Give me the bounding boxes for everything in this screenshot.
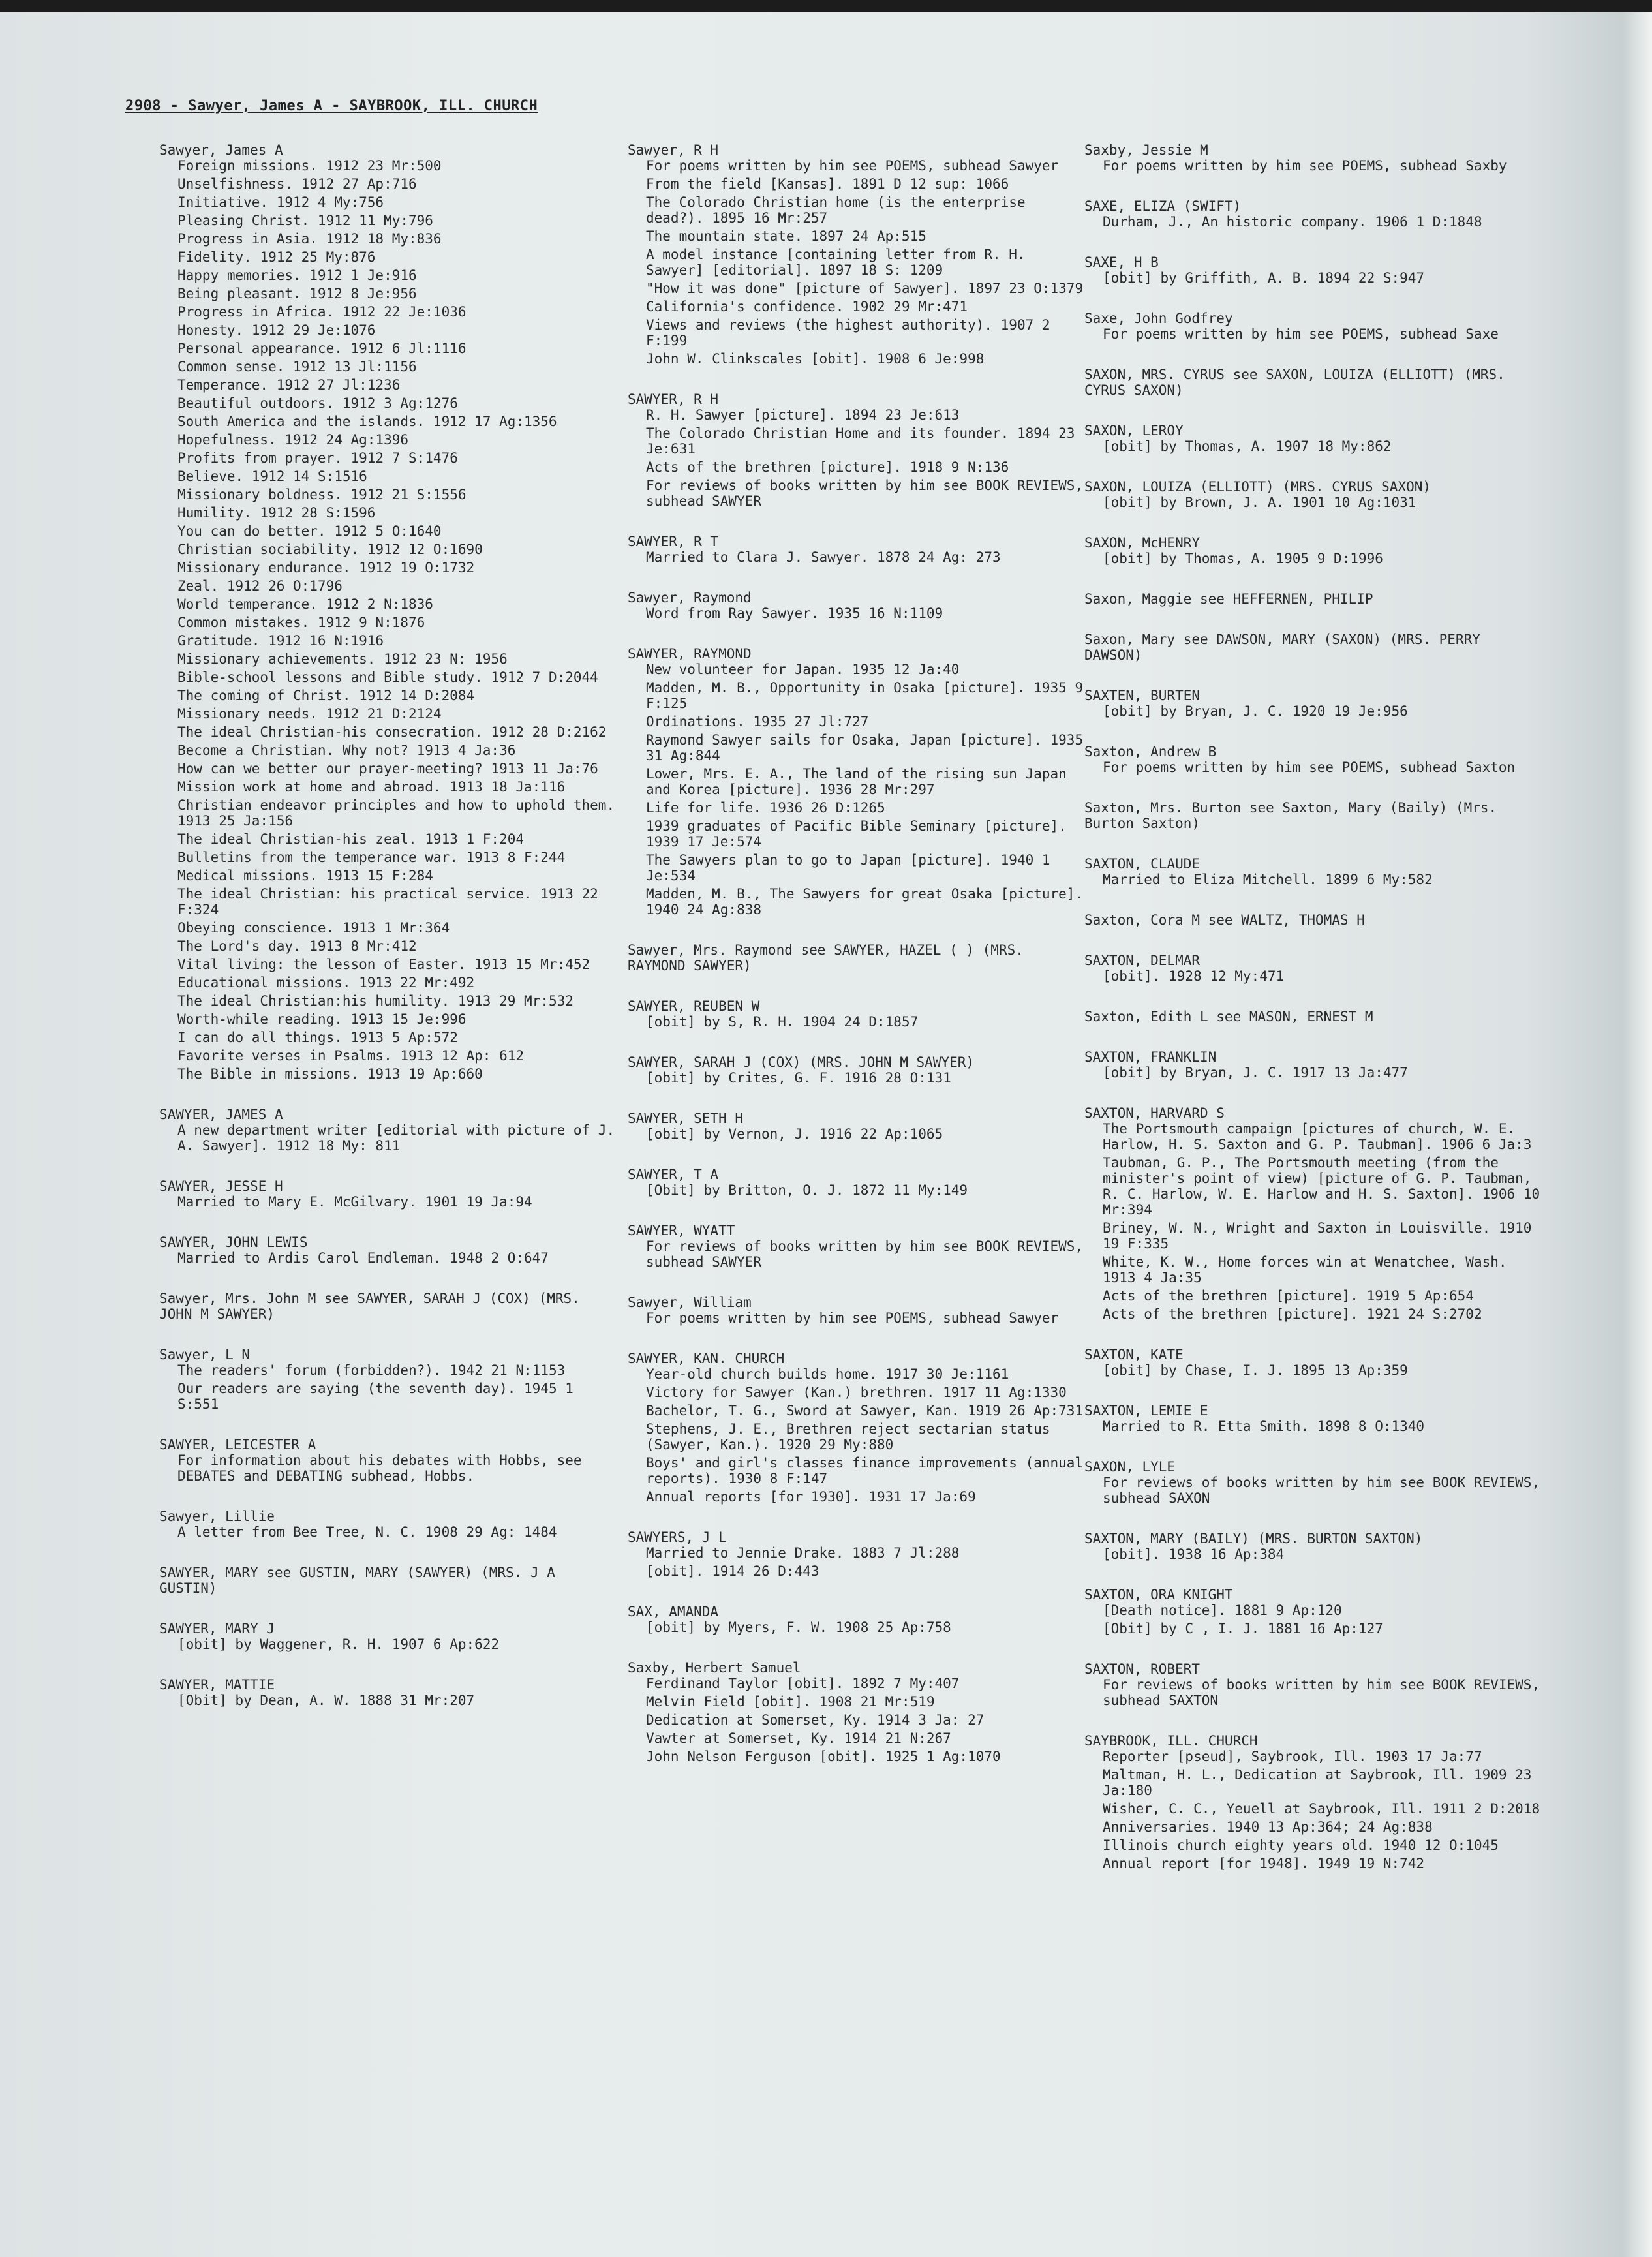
citation: How can we better our prayer-meeting? 1913 11 Ja:76 — [177, 761, 598, 776]
index-entry — [628, 998, 1084, 1030]
entry-heading: Saxton, Cora M see WALTZ, THOMAS H — [1084, 912, 1365, 928]
citation: Bachelor, T. G., Sword at Sawyer, Kan. 1919 26 Ap:731 — [646, 1403, 1084, 1419]
entry-heading: SAWYER, KAN. CHURCH — [628, 1351, 785, 1366]
citation: For poems written by him see POEMS, subhead Saxby — [1103, 158, 1507, 174]
citation: The Bible in missions. 1913 19 Ap:660 — [177, 1066, 483, 1082]
index-entry — [159, 1509, 616, 1540]
entry-heading: Sawyer, L N — [159, 1347, 251, 1362]
citation: Missionary endurance. 1912 19 O:1732 — [177, 560, 475, 576]
citation: Common sense. 1912 13 Jl:1156 — [177, 359, 417, 375]
page-header: 2908 - Sawyer, James A - SAYBROOK, ILL. CHURCH — [125, 98, 538, 114]
citation: Hopefulness. 1912 24 Ag:1396 — [177, 432, 409, 448]
entry-heading: SAWYER, R H — [628, 392, 719, 407]
index-entry — [1084, 1403, 1541, 1434]
citation: Married to Ardis Carol Endleman. 1948 2 O:647 — [177, 1250, 549, 1266]
entry-heading: SAXTON, LEMIE E — [1084, 1403, 1208, 1419]
entry-heading: Sawyer, R H — [628, 142, 719, 158]
entry-heading: Sawyer, William — [628, 1295, 752, 1310]
citation: Profits from prayer. 1912 7 S:1476 — [177, 450, 458, 466]
entry-heading: Saxton, Edith L see MASON, ERNEST M — [1084, 1009, 1373, 1024]
citation: Briney, W. N., Wright and Saxton in Louisville. 1910 19 F:335 — [1103, 1220, 1532, 1251]
index-entry — [628, 646, 1084, 917]
index-entry — [1084, 1049, 1541, 1081]
index-entry — [159, 1437, 616, 1484]
entry-heading: SAXTON, MARY (BAILY) (MRS. BURTON SAXTON) — [1084, 1531, 1423, 1546]
citation: Reporter [pseud], Saybrook, Ill. 1903 17 Ja:77 — [1103, 1749, 1482, 1764]
citation: Bulletins from the temperance war. 1913 8 F:244 — [177, 850, 566, 865]
index-entry — [628, 1111, 1084, 1142]
citation: Common mistakes. 1912 9 N:1876 — [177, 615, 425, 630]
index-entry — [628, 1351, 1084, 1505]
citation: A new department writer [editorial with picture of J. A. Sawyer]. 1912 18 My: 811 — [177, 1122, 615, 1154]
citation: Madden, M. B., Opportunity in Osaka [picture]. 1935 9 F:125 — [646, 680, 1084, 711]
citation: Anniversaries. 1940 13 Ap:364; 24 Ag:838 — [1103, 1819, 1433, 1835]
entry-heading: Saxton, Mrs. Burton see Saxton, Mary (Baily) (Mrs. Burton Saxton) — [1084, 800, 1497, 831]
citation: Annual reports [for 1930]. 1931 17 Ja:69 — [646, 1489, 976, 1505]
index-entry — [628, 1529, 1084, 1579]
citation: The Portsmouth campaign [pictures of church, W. E. Harlow, H. S. Saxton and G. P. Taubman]. 1906 6 Ja:3 — [1103, 1121, 1532, 1152]
entry-heading: SAXE, ELIZA (SWIFT) — [1084, 198, 1242, 214]
citation: For poems written by him see POEMS, subhead Saxton — [1103, 760, 1516, 775]
index-entry — [159, 142, 616, 1082]
citation: For reviews of books written by him see BOOK REVIEWS, subhead SAWYER — [646, 478, 1084, 509]
citation: John Nelson Ferguson [obit]. 1925 1 Ag:1070 — [646, 1749, 1001, 1764]
entry-heading: SAWYER, T A — [628, 1167, 719, 1182]
citation: A model instance [containing letter from R. H. Sawyer] [editorial]. 1897 18 S: 1209 — [646, 247, 1026, 278]
citation: Dedication at Somerset, Ky. 1914 3 Ja: 27 — [646, 1712, 985, 1728]
citation: Become a Christian. Why not? 1913 4 Ja:36 — [177, 743, 516, 758]
citation: [obit] by Griffith, A. B. 1894 22 S:947 — [1103, 270, 1425, 286]
citation: Ferdinand Taylor [obit]. 1892 7 My:407 — [646, 1676, 960, 1691]
citation: The ideal Christian-his zeal. 1913 1 F:204 — [177, 831, 525, 847]
citation: A letter from Bee Tree, N. C. 1908 29 Ag: 1484 — [177, 1524, 557, 1540]
citation: Fidelity. 1912 25 My:876 — [177, 249, 376, 265]
entry-heading: SAXON, LEROY — [1084, 423, 1184, 438]
index-entry — [159, 1178, 616, 1210]
citation: Believe. 1912 14 S:1516 — [177, 468, 367, 484]
entry-heading: SAWYER, SETH H — [628, 1111, 744, 1126]
citation: [Obit] by Dean, A. W. 1888 31 Mr:207 — [177, 1693, 475, 1708]
entry-heading: SAXON, LOUIZA (ELLIOTT) (MRS. CYRUS SAXON) — [1084, 479, 1431, 495]
index-entry — [1084, 800, 1541, 831]
index-entry — [628, 392, 1084, 509]
citation: World temperance. 1912 2 N:1836 — [177, 596, 433, 612]
index-entry — [1084, 1459, 1541, 1506]
entry-heading: SAXTON, ROBERT — [1084, 1661, 1201, 1677]
citation: Married to Jennie Drake. 1883 7 Jl:288 — [646, 1545, 960, 1561]
citation: Year-old church builds home. 1917 30 Je:1161 — [646, 1366, 1009, 1382]
citation: Bible-school lessons and Bible study. 1912 7 D:2044 — [177, 669, 598, 685]
citation: Married to R. Etta Smith. 1898 8 O:1340 — [1103, 1419, 1425, 1434]
column-2 — [628, 142, 1084, 1764]
index-entry — [159, 1347, 616, 1412]
citation: Favorite verses in Psalms. 1913 12 Ap: 612 — [177, 1048, 525, 1064]
citation: Raymond Sawyer sails for Osaka, Japan [picture]. 1935 31 Ag:844 — [646, 732, 1084, 763]
citation: Taubman, G. P., The Portsmouth meeting (from the minister's point of view) [picture of G. P. Taubman, R. C. Harlow, W. E. Harlow and H. S. Saxton]. 1906 10 Mr:394 — [1103, 1155, 1540, 1218]
citation: Stephens, J. E., Brethren reject sectarian status (Sawyer, Kan.). 1920 29 My:880 — [646, 1421, 1050, 1452]
index-entry — [1084, 1531, 1541, 1562]
citation: You can do better. 1912 5 O:1640 — [177, 523, 442, 539]
citation: Missionary needs. 1912 21 D:2124 — [177, 706, 442, 722]
index-entry — [1084, 591, 1541, 607]
entry-heading: SAWYER, WYATT — [628, 1223, 735, 1238]
citation: [obit]. 1914 26 D:443 — [646, 1563, 819, 1579]
citation: For reviews of books written by him see BOOK REVIEWS, subhead SAXON — [1103, 1475, 1540, 1506]
index-entry — [1084, 1009, 1541, 1024]
entry-heading: SAXON, McHENRY — [1084, 535, 1201, 551]
citation: Educational missions. 1913 22 Mr:492 — [177, 975, 475, 990]
entry-heading: SAXTON, HARVARD S — [1084, 1105, 1225, 1121]
entry-heading: SAWYER, MARY see GUSTIN, MARY (SAWYER) (MRS. J A GUSTIN) — [159, 1565, 555, 1596]
citation: [obit] by Bryan, J. C. 1920 19 Je:956 — [1103, 703, 1408, 719]
entry-heading: SAXTON, CLAUDE — [1084, 856, 1201, 872]
citation: Life for life. 1936 26 D:1265 — [646, 800, 885, 816]
entry-heading: SAWYERS, J L — [628, 1529, 727, 1545]
entry-heading: SAXE, H B — [1084, 254, 1159, 270]
entry-heading: SAWYER, JESSE H — [159, 1178, 283, 1194]
entry-heading: Saxby, Jessie M — [1084, 142, 1208, 158]
citation: Obeying conscience. 1913 1 Mr:364 — [177, 920, 450, 936]
entry-heading: SAXTEN, BURTEN — [1084, 688, 1201, 703]
citation: Married to Clara J. Sawyer. 1878 24 Ag: 273 — [646, 549, 1001, 565]
entry-heading: SAWYER, LEICESTER A — [159, 1437, 316, 1452]
citation: [obit] by Thomas, A. 1907 18 My:862 — [1103, 438, 1392, 454]
index-entry — [1084, 198, 1541, 230]
index-entry — [1084, 1587, 1541, 1636]
citation: Progress in Africa. 1912 22 Je:1036 — [177, 304, 467, 320]
index-entry — [1084, 688, 1541, 719]
citation: The ideal Christian:his humility. 1913 29 Mr:532 — [177, 993, 574, 1009]
entry-heading: SAWYER, JOHN LEWIS — [159, 1235, 308, 1250]
citation: The Sawyers plan to go to Japan [picture]. 1940 1 Je:534 — [646, 852, 1050, 883]
citation: [obit]. 1938 16 Ap:384 — [1103, 1546, 1285, 1562]
entry-heading: SAXON, MRS. CYRUS see SAXON, LOUIZA (ELLIOTT) (MRS. CYRUS SAXON) — [1084, 367, 1505, 398]
citation: [obit] by Vernon, J. 1916 22 Ap:1065 — [646, 1126, 943, 1142]
citation: [obit] by Myers, F. W. 1908 25 Ap:758 — [646, 1620, 951, 1635]
index-entry — [628, 1295, 1084, 1326]
entry-heading: Sawyer, James A — [159, 142, 283, 158]
citation: Views and reviews (the highest authority). 1907 2 F:199 — [646, 317, 1050, 348]
index-entry — [628, 534, 1084, 565]
citation: Vital living: the lesson of Easter. 1913 15 Mr:452 — [177, 957, 590, 972]
citation: The Lord's day. 1913 8 Mr:412 — [177, 938, 417, 954]
index-entry — [1084, 1105, 1541, 1322]
citation: Vawter at Somerset, Ky. 1914 21 N:267 — [646, 1730, 951, 1746]
citation: South America and the islands. 1912 17 Ag:1356 — [177, 414, 557, 429]
citation: Being pleasant. 1912 8 Je:956 — [177, 286, 417, 301]
citation: Temperance. 1912 27 Jl:1236 — [177, 377, 401, 393]
index-entry — [1084, 1733, 1541, 1871]
index-entry — [1084, 479, 1541, 510]
citation: Maltman, H. L., Dedication at Saybrook, Ill. 1909 23 Ja:180 — [1103, 1767, 1532, 1798]
citation: The Colorado Christian Home and its founder. 1894 23 Je:631 — [646, 425, 1075, 457]
entry-heading: SAYBROOK, ILL. CHURCH — [1084, 1733, 1258, 1749]
citation: Humility. 1912 28 S:1596 — [177, 505, 376, 521]
citation: The coming of Christ. 1912 14 D:2084 — [177, 688, 475, 703]
citation: [obit] by Brown, J. A. 1901 10 Ag:1031 — [1103, 495, 1416, 510]
citation: Initiative. 1912 4 My:756 — [177, 194, 384, 210]
citation: [obit] by Chase, I. J. 1895 13 Ap:359 — [1103, 1362, 1408, 1378]
citation: I can do all things. 1913 5 Ap:572 — [177, 1030, 458, 1045]
entry-heading: Sawyer, Lillie — [159, 1509, 275, 1524]
entry-heading: SAWYER, MARY J — [159, 1621, 275, 1636]
index-entry — [159, 1565, 616, 1596]
citation: Medical missions. 1913 15 F:284 — [177, 868, 433, 883]
index-entry — [1084, 535, 1541, 566]
citation: The Colorado Christian home (is the enterprise dead?). 1895 16 Mr:257 — [646, 194, 1026, 226]
citation: Gratitude. 1912 16 N:1916 — [177, 633, 384, 649]
entry-heading: Saxon, Mary see DAWSON, MARY (SAXON) (MRS. PERRY DAWSON) — [1084, 632, 1480, 663]
citation: Annual report [for 1948]. 1949 19 N:742 — [1103, 1856, 1425, 1871]
citation: Zeal. 1912 26 O:1796 — [177, 578, 343, 594]
citation: Unselfishness. 1912 27 Ap:716 — [177, 176, 417, 192]
index-entry — [159, 1621, 616, 1652]
citation: New volunteer for Japan. 1935 12 Ja:40 — [646, 662, 960, 677]
index-entry — [159, 1235, 616, 1266]
citation: [obit] by Bryan, J. C. 1917 13 Ja:477 — [1103, 1065, 1408, 1081]
citation: [obit]. 1928 12 My:471 — [1103, 968, 1285, 984]
index-entry — [1084, 367, 1541, 398]
entry-heading: SAXTON, KATE — [1084, 1347, 1184, 1362]
citation: Acts of the brethren [picture]. 1919 5 Ap:654 — [1103, 1288, 1474, 1304]
citation: Madden, M. B., The Sawyers for great Osaka [picture]. 1940 24 Ag:838 — [646, 886, 1084, 917]
citation: Married to Mary E. McGilvary. 1901 19 Ja:94 — [177, 1194, 532, 1210]
citation: White, K. W., Home forces win at Wenatchee, Wash. 1913 4 Ja:35 — [1103, 1254, 1507, 1285]
entry-heading: SAXON, LYLE — [1084, 1459, 1176, 1475]
citation: R. H. Sawyer [picture]. 1894 23 Je:613 — [646, 407, 960, 423]
column-3 — [1084, 142, 1541, 1871]
citation: Illinois church eighty years old. 1940 12 O:1045 — [1103, 1837, 1499, 1853]
citation: Ordinations. 1935 27 Jl:727 — [646, 714, 869, 729]
index-entry — [1084, 744, 1541, 775]
index-entry — [159, 1291, 616, 1322]
entry-heading: Sawyer, Raymond — [628, 590, 752, 606]
index-entry — [1084, 1661, 1541, 1708]
index-entry — [628, 1604, 1084, 1635]
entry-heading: SAXTON, FRANKLIN — [1084, 1049, 1217, 1065]
citation: Worth-while reading. 1913 15 Je:996 — [177, 1011, 467, 1027]
index-entry — [159, 1677, 616, 1708]
entry-heading: SAWYER, SARAH J (COX) (MRS. JOHN M SAWYER) — [628, 1054, 975, 1070]
citation: Acts of the brethren [picture]. 1918 9 N:136 — [646, 459, 1009, 475]
entry-heading: Sawyer, Mrs. Raymond see SAWYER, HAZEL ( ) (MRS. RAYMOND SAWYER) — [628, 942, 1024, 974]
citation: Acts of the brethren [picture]. 1921 24 S:2702 — [1103, 1306, 1482, 1322]
citation: For reviews of books written by him see BOOK REVIEWS, subhead SAXTON — [1103, 1677, 1540, 1708]
index-entry — [628, 1660, 1084, 1764]
citation: Our readers are saying (the seventh day). 1945 1 S:551 — [177, 1381, 574, 1412]
citation: Foreign missions. 1912 23 Mr:500 — [177, 158, 442, 174]
entry-heading: Saxe, John Godfrey — [1084, 311, 1233, 326]
citation: Christian sociability. 1912 12 O:1690 — [177, 542, 483, 557]
citation: [Death notice]. 1881 9 Ap:120 — [1103, 1603, 1342, 1618]
index-entry — [628, 1223, 1084, 1270]
index-entry — [1084, 953, 1541, 984]
entry-heading: SAX, AMANDA — [628, 1604, 719, 1620]
citation: Happy memories. 1912 1 Je:916 — [177, 268, 417, 283]
citation: Victory for Sawyer (Kan.) brethren. 1917 11 Ag:1330 — [646, 1385, 1067, 1400]
entry-heading: Saxton, Andrew B — [1084, 744, 1217, 760]
citation: The ideal Christian: his practical service. 1913 22 F:324 — [177, 886, 598, 917]
index-entry — [628, 142, 1084, 367]
citation: Married to Eliza Mitchell. 1899 6 My:582 — [1103, 872, 1433, 887]
index-entry — [628, 1167, 1084, 1198]
citation: Pleasing Christ. 1912 11 My:796 — [177, 213, 433, 228]
citation: [obit] by Waggener, R. H. 1907 6 Ap:622 — [177, 1636, 500, 1652]
citation: The mountain state. 1897 24 Ap:515 — [646, 228, 926, 244]
citation: Melvin Field [obit]. 1908 21 Mr:519 — [646, 1694, 935, 1710]
citation: [obit] by Crites, G. F. 1916 28 O:131 — [646, 1070, 951, 1086]
citation: Lower, Mrs. E. A., The land of the rising sun Japan and Korea [picture]. 1936 28 Mr:297 — [646, 766, 1067, 797]
citation: Wisher, C. C., Yeuell at Saybrook, Ill. 1911 2 D:2018 — [1103, 1801, 1540, 1817]
index-entry — [159, 1107, 616, 1154]
entry-heading: SAXTON, ORA KNIGHT — [1084, 1587, 1233, 1603]
entry-heading: Saxon, Maggie see HEFFERNEN, PHILIP — [1084, 591, 1373, 607]
citation: Personal appearance. 1912 6 Jl:1116 — [177, 341, 467, 356]
citation: Boys' and girl's classes finance improvements (annual reports). 1930 8 F:147 — [646, 1455, 1084, 1486]
index-entry — [1084, 912, 1541, 928]
citation: Missionary achievements. 1912 23 N: 1956 — [177, 651, 508, 667]
citation: Christian endeavor principles and how to uphold them. 1913 25 Ja:156 — [177, 797, 615, 829]
index-entry — [1084, 856, 1541, 887]
citation: The ideal Christian-his consecration. 1912 28 D:2162 — [177, 724, 607, 740]
index-entry — [628, 590, 1084, 621]
citation: Mission work at home and abroad. 1913 18 Ja:116 — [177, 779, 566, 795]
index-entry — [1084, 142, 1541, 174]
citation: Progress in Asia. 1912 18 My:836 — [177, 231, 442, 247]
citation: John W. Clinkscales [obit]. 1908 6 Je:998 — [646, 351, 985, 367]
index-entry — [1084, 632, 1541, 663]
index-entry — [1084, 1347, 1541, 1378]
citation: Missionary boldness. 1912 21 S:1556 — [177, 487, 467, 502]
citation: "How it was done" [picture of Sawyer]. 1897 23 O:1379 — [646, 281, 1084, 296]
citation: California's confidence. 1902 29 Mr:471 — [646, 299, 968, 315]
entry-heading: SAXTON, DELMAR — [1084, 953, 1201, 968]
entry-heading: SAWYER, R T — [628, 534, 719, 549]
entry-heading: Sawyer, Mrs. John M see SAWYER, SARAH J (COX) (MRS. JOHN M SAWYER) — [159, 1291, 580, 1322]
citation: [Obit] by Britton, O. J. 1872 11 My:149 — [646, 1182, 968, 1198]
citation: [obit] by Thomas, A. 1905 9 D:1996 — [1103, 551, 1383, 566]
citation: Beautiful outdoors. 1912 3 Ag:1276 — [177, 395, 458, 411]
index-entry — [1084, 423, 1541, 454]
page-edge — [1622, 12, 1652, 2257]
citation: The readers' forum (forbidden?). 1942 21 N:1153 — [177, 1362, 566, 1378]
entry-heading: SAWYER, RAYMOND — [628, 646, 752, 662]
entry-heading: SAWYER, JAMES A — [159, 1107, 283, 1122]
index-entry — [1084, 311, 1541, 342]
citation: For poems written by him see POEMS, subhead Sawyer — [646, 158, 1059, 174]
citation: [obit] by S, R. H. 1904 24 D:1857 — [646, 1014, 919, 1030]
citation: Honesty. 1912 29 Je:1076 — [177, 322, 376, 338]
citation: 1939 graduates of Pacific Bible Seminary [picture]. 1939 17 Je:574 — [646, 818, 1067, 850]
citation: For poems written by him see POEMS, subhead Sawyer — [646, 1310, 1059, 1326]
index-entry — [1084, 254, 1541, 286]
entry-heading: SAWYER, MATTIE — [159, 1677, 275, 1693]
citation: From the field [Kansas]. 1891 D 12 sup: 1066 — [646, 176, 1009, 192]
citation: For information about his debates with Hobbs, see DEBATES and DEBATING subhead, Hobbs. — [177, 1452, 582, 1484]
citation: Durham, J., An historic company. 1906 1 D:1848 — [1103, 214, 1482, 230]
citation: [Obit] by C , I. J. 1881 16 Ap:127 — [1103, 1621, 1383, 1636]
entry-heading: SAWYER, REUBEN W — [628, 998, 760, 1014]
entry-heading: Saxby, Herbert Samuel — [628, 1660, 801, 1676]
index-entry — [628, 942, 1084, 974]
citation: For reviews of books written by him see BOOK REVIEWS, subhead SAWYER — [646, 1238, 1084, 1270]
citation: Word from Ray Sawyer. 1935 16 N:1109 — [646, 606, 943, 621]
citation: For poems written by him see POEMS, subhead Saxe — [1103, 326, 1499, 342]
column-1 — [159, 142, 616, 1708]
index-entry — [628, 1054, 1084, 1086]
